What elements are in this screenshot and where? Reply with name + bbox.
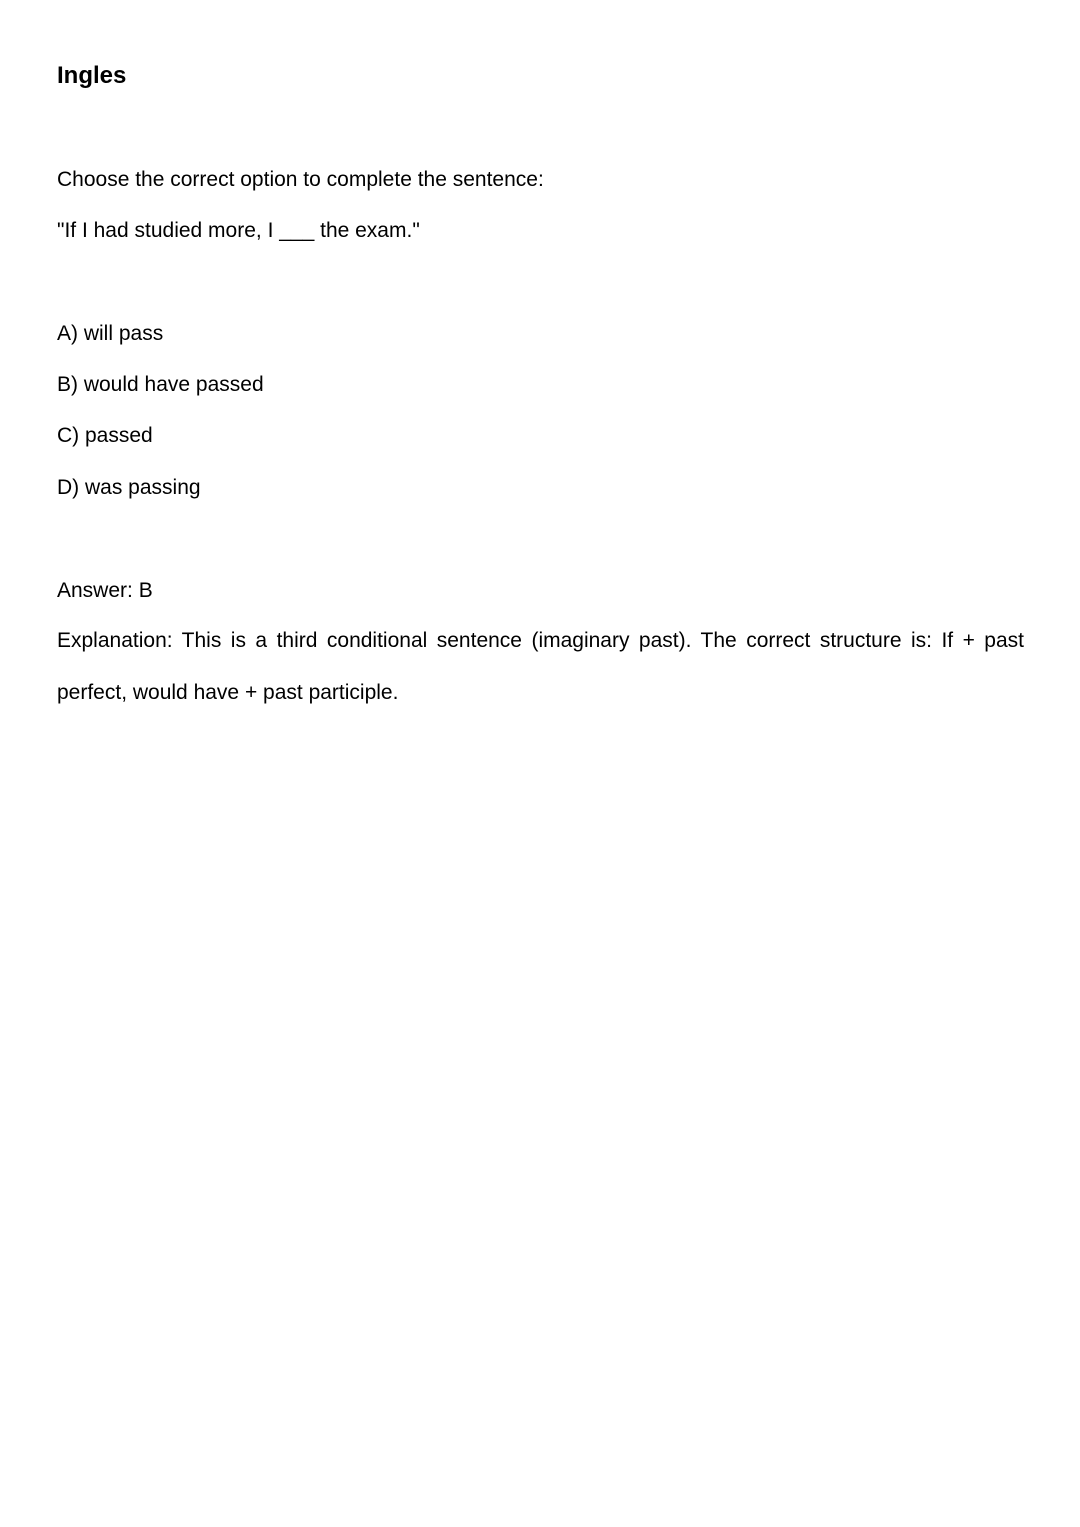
- document-title: Ingles: [57, 62, 127, 89]
- question-sentence: "If I had studied more, I ___ the exam.": [57, 219, 420, 242]
- option-b: B) would have passed: [57, 373, 264, 396]
- option-d: D) was passing: [57, 476, 201, 499]
- question-instruction: Choose the correct option to complete the sentence:: [57, 168, 544, 191]
- explanation-paragraph: Explanation: This is a third conditional sentence (imaginary past). The correct structure is: If + past perfect, would have + past participle.: [57, 629, 1024, 704]
- answer-line: Answer: B: [57, 579, 153, 602]
- option-a: A) will pass: [57, 322, 164, 345]
- option-c: C) passed: [57, 424, 153, 447]
